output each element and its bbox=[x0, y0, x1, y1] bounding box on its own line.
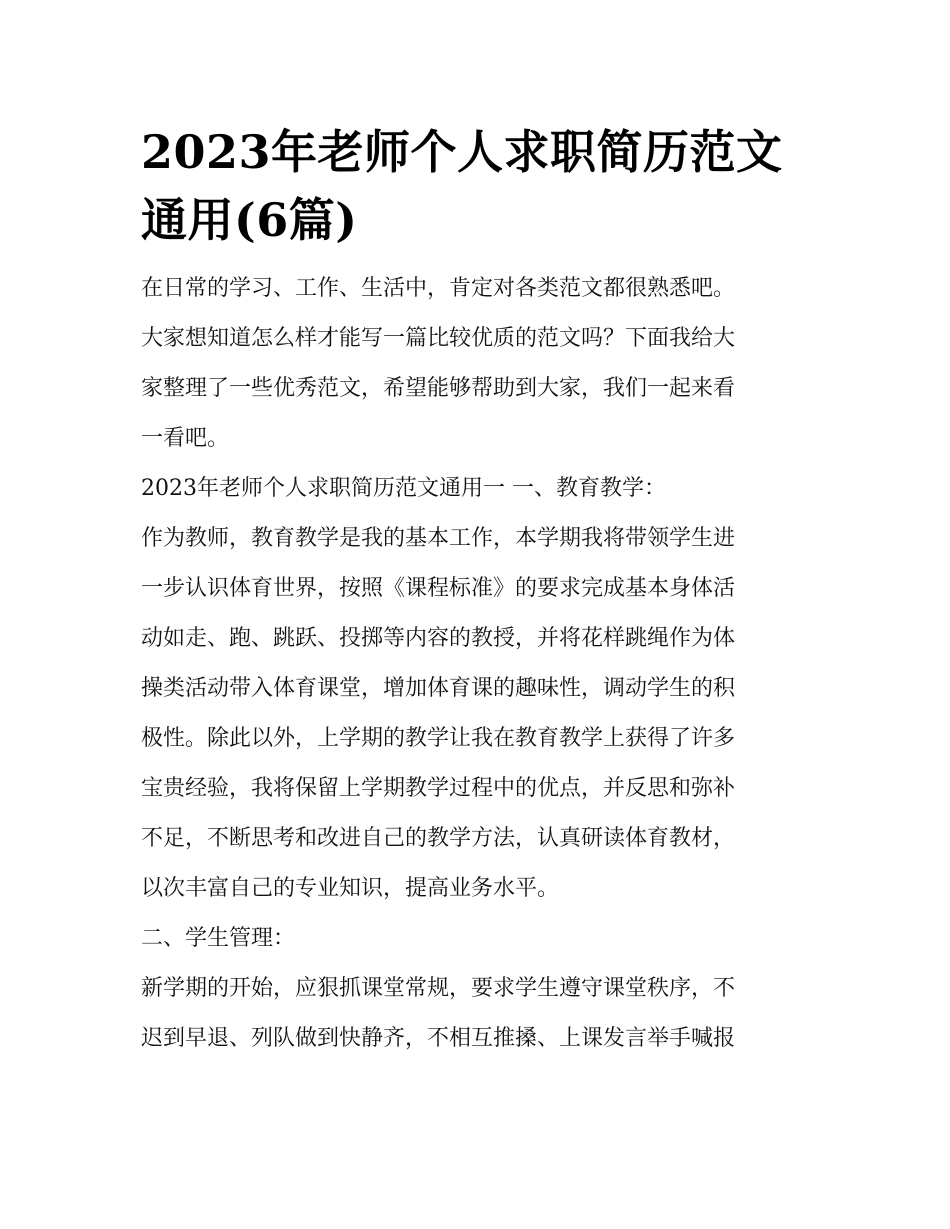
intro-paragraph bbox=[141, 264, 813, 464]
title-line: 2023年老师个人求职简历范文 bbox=[141, 125, 783, 179]
section-1-paragraph bbox=[141, 514, 813, 914]
text-line: 操类活动带入体育课堂，增加体育课的趣味性，调动学生的积 bbox=[141, 676, 736, 701]
title-line: 通用(6篇) bbox=[141, 193, 358, 247]
text-line: 动如走、跑、跳跃、投掷等内容的教授，并将花样跳绳作为体 bbox=[141, 626, 736, 651]
text-line: 极性。除此以外，上学期的教学让我在教育教学上获得了许多 bbox=[141, 726, 736, 751]
text-line: 以次丰富自己的专业知识，提高业务水平。 bbox=[141, 876, 560, 901]
section-2-paragraph bbox=[141, 964, 813, 1064]
heading-line: 二、学生管理： bbox=[141, 926, 296, 951]
text-line: 宝贵经验，我将保留上学期教学过程中的优点，并反思和弥补 bbox=[141, 776, 736, 801]
text-line: 大家想知道怎么样才能写一篇比较优质的范文吗？下面我给大 bbox=[141, 326, 736, 351]
section-2-heading bbox=[141, 914, 813, 964]
text-line: 新学期的开始，应狠抓课堂常规，要求学生遵守课堂秩序，不 bbox=[141, 976, 736, 1001]
text-line: 作为教师，教育教学是我的基本工作，本学期我将带领学生进 bbox=[141, 526, 736, 551]
heading-line: 2023年老师个人求职简历范文通用一 一、教育教学： bbox=[141, 476, 666, 501]
text-line: 一看吧。 bbox=[141, 426, 230, 451]
text-line: 迟到早退、列队做到快静齐，不相互推搡、上课发言举手喊报 bbox=[141, 1026, 736, 1051]
section-1-heading bbox=[141, 464, 813, 514]
text-line: 不足，不断思考和改进自己的教学方法，认真研读体育教材， bbox=[141, 826, 736, 851]
document-content bbox=[141, 118, 813, 1064]
text-line: 一步认识体育世界，按照《课程标准》的要求完成基本身体活 bbox=[141, 576, 736, 601]
document-body bbox=[141, 264, 813, 1064]
text-line: 家整理了一些优秀范文，希望能够帮助到大家，我们一起来看 bbox=[141, 376, 736, 401]
document-title bbox=[141, 118, 813, 254]
text-line: 在日常的学习、工作、生活中，肯定对各类范文都很熟悉吧。 bbox=[141, 276, 736, 301]
